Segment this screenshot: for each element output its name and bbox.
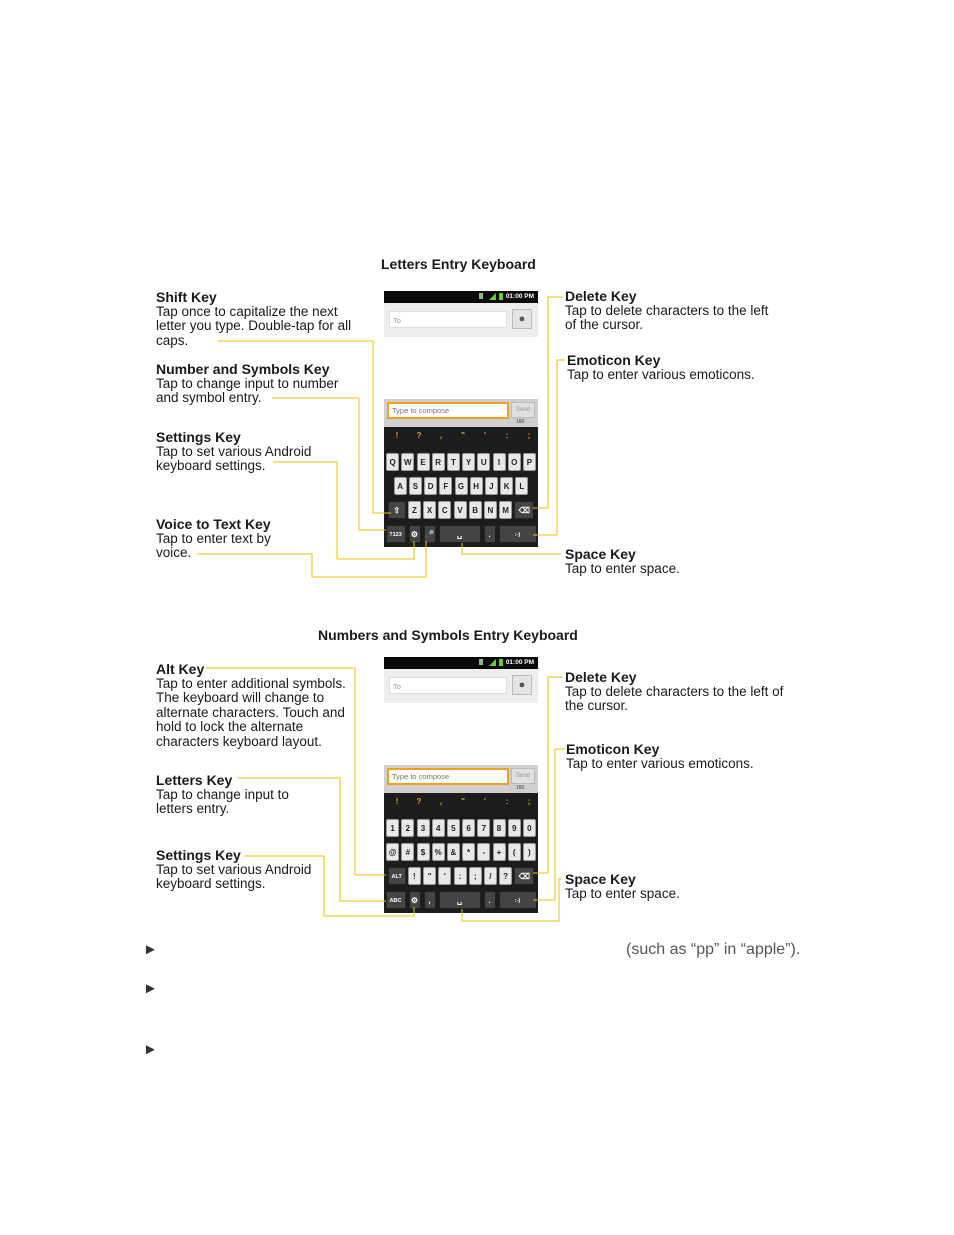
key[interactable]: ! xyxy=(408,867,421,885)
letters-key[interactable]: ABC xyxy=(386,891,406,909)
key[interactable]: U xyxy=(477,453,490,471)
callout-name: Alt Key xyxy=(156,661,205,677)
bullet-1 xyxy=(143,941,158,958)
callout-name: Emoticon Key xyxy=(566,741,660,757)
to-field[interactable]: To xyxy=(389,677,507,694)
leader-shift xyxy=(218,341,391,513)
callout-desc: Tap to change input to number and symbol entry. xyxy=(156,375,339,405)
suggestion-key[interactable]: ? xyxy=(416,431,422,440)
settings-icon[interactable]: ⚙ xyxy=(409,891,421,909)
suggestion-key[interactable]: : xyxy=(505,431,509,440)
space-key[interactable]: ␣ xyxy=(439,891,481,909)
key[interactable]: G xyxy=(455,477,468,495)
suggestion-key[interactable]: ' xyxy=(484,431,486,440)
key[interactable]: ' xyxy=(438,867,451,885)
key[interactable]: A xyxy=(394,477,407,495)
key[interactable]: Y xyxy=(462,453,475,471)
leader-delete xyxy=(533,297,563,508)
key[interactable]: 0 xyxy=(523,819,536,837)
section-title-numbers: Numbers and Symbols Entry Keyboard xyxy=(318,627,578,643)
add-contact-icon[interactable]: ● xyxy=(512,309,532,329)
callout-desc: Tap to enter additional symbols. The keyboard will change to alternate characters. Touch and hold to lock the alternate characters keyboard layout. xyxy=(156,675,346,749)
microphone-icon[interactable]: 🎤 xyxy=(424,525,436,543)
key[interactable]: W xyxy=(401,453,414,471)
key[interactable]: * xyxy=(462,843,475,861)
key[interactable]: K xyxy=(500,477,513,495)
suggestion-key[interactable]: ' xyxy=(484,797,486,806)
key[interactable]: 4 xyxy=(432,819,445,837)
key[interactable]: # xyxy=(401,843,414,861)
key[interactable]: + xyxy=(493,843,506,861)
key[interactable]: Z xyxy=(408,501,421,519)
send-button[interactable]: Send xyxy=(511,768,535,784)
number-symbols-key[interactable]: ?123 xyxy=(386,525,406,543)
key[interactable]: , xyxy=(424,891,436,909)
key[interactable]: I xyxy=(493,453,506,471)
key[interactable]: E xyxy=(417,453,430,471)
key[interactable]: ; xyxy=(469,867,482,885)
key[interactable]: ( xyxy=(508,843,521,861)
key[interactable]: J xyxy=(485,477,498,495)
callout-desc: Tap to delete characters to the left of the cursor. xyxy=(565,683,784,713)
callout-name: Delete Key xyxy=(565,669,637,685)
key[interactable]: 2 xyxy=(401,819,414,837)
key[interactable]: P xyxy=(523,453,536,471)
key[interactable]: O xyxy=(508,453,521,471)
compose-field[interactable]: Type to compose xyxy=(387,768,509,785)
emoticon-key[interactable]: :-) xyxy=(499,891,537,909)
send-button[interactable]: Send xyxy=(511,402,535,418)
delete-icon[interactable]: ⌫ xyxy=(514,501,534,519)
key[interactable]: H xyxy=(470,477,483,495)
suggestion-key[interactable]: ; xyxy=(527,797,531,806)
key[interactable]: X xyxy=(423,501,436,519)
callout-name: Number and Symbols Key xyxy=(156,361,330,377)
key[interactable]: F xyxy=(439,477,452,495)
key[interactable]: " xyxy=(423,867,436,885)
callout-desc: Tap to enter text by voice. xyxy=(156,530,271,560)
key[interactable]: 1 xyxy=(386,819,399,837)
suggestion-key[interactable]: " xyxy=(461,431,465,440)
key[interactable]: 6 xyxy=(462,819,475,837)
key[interactable]: D xyxy=(424,477,437,495)
suggestion-key[interactable]: ? xyxy=(416,797,422,806)
delete-icon[interactable]: ⌫ xyxy=(514,867,534,885)
key[interactable]: ? xyxy=(499,867,512,885)
suggestion-key[interactable]: ! xyxy=(395,797,399,806)
callout-name: Settings Key xyxy=(156,847,241,863)
callout-name: Shift Key xyxy=(156,289,217,305)
char-count: 160 xyxy=(516,785,525,791)
key[interactable]: / xyxy=(484,867,497,885)
compose-field[interactable]: Type to compose xyxy=(387,402,509,419)
key[interactable]: T xyxy=(447,453,460,471)
add-contact-icon[interactable]: ● xyxy=(512,675,532,695)
bullet-3 xyxy=(143,1041,158,1058)
bullet-marker: ► xyxy=(143,941,158,958)
status-time: 01:00 PM xyxy=(505,293,534,300)
suggestion-key[interactable]: , xyxy=(439,797,443,806)
key[interactable]: : xyxy=(454,867,467,885)
key[interactable]: S xyxy=(409,477,422,495)
key[interactable]: % xyxy=(432,843,445,861)
key[interactable]: N xyxy=(484,501,497,519)
callout-desc: Tap to enter space. xyxy=(565,885,680,901)
section-title-letters: Letters Entry Keyboard xyxy=(381,256,536,272)
key[interactable]: Q xyxy=(386,453,399,471)
key[interactable]: $ xyxy=(417,843,430,861)
leader-emoticon xyxy=(533,360,565,535)
status-time: 01:00 PM xyxy=(505,659,534,666)
key[interactable]: C xyxy=(438,501,451,519)
callout-desc: Tap to enter space. xyxy=(565,560,680,576)
callout-name: Emoticon Key xyxy=(567,352,661,368)
bullet-marker: ► xyxy=(143,980,158,997)
leader-space xyxy=(462,543,561,554)
callout-desc: Tap to set various Android keyboard settings. xyxy=(156,861,312,891)
bullet-marker: ► xyxy=(143,1041,158,1058)
callout-desc: Tap to enter various emoticons. xyxy=(566,755,754,771)
key[interactable]: 5 xyxy=(447,819,460,837)
key[interactable]: ) xyxy=(523,843,536,861)
leader-number-symbols xyxy=(272,398,386,530)
callout-name: Letters Key xyxy=(156,772,233,788)
suggestion-key[interactable]: , xyxy=(439,431,443,440)
callout-desc: Tap to change input to letters entry. xyxy=(156,786,289,816)
callout-desc: Tap once to capitalize the next letter you type. Double-tap for all caps. xyxy=(156,303,352,348)
shift-icon[interactable]: ⇧ xyxy=(388,501,406,519)
callout-desc: Tap to set various Android keyboard settings. xyxy=(156,443,312,473)
emoticon-key[interactable]: :-) xyxy=(499,525,537,543)
callout-name: Space Key xyxy=(565,871,636,887)
space-key[interactable]: ␣ xyxy=(439,525,481,543)
key[interactable]: 8 xyxy=(493,819,506,837)
leader-delete-2 xyxy=(533,677,563,873)
key[interactable]: . xyxy=(484,525,496,543)
key[interactable]: 7 xyxy=(477,819,490,837)
bullet-2 xyxy=(143,980,158,997)
key[interactable]: L xyxy=(515,477,528,495)
callout-name: Voice to Text Key xyxy=(156,516,271,532)
callout-desc: Tap to delete characters to the left of the cursor. xyxy=(565,302,769,332)
callout-desc: Tap to enter various emoticons. xyxy=(567,366,755,382)
key[interactable]: V xyxy=(454,501,467,519)
leader-settings xyxy=(273,462,414,559)
leader-letters xyxy=(238,778,386,901)
leader-alt xyxy=(206,668,386,875)
to-field[interactable]: To xyxy=(389,311,507,328)
suggestion-key[interactable]: : xyxy=(505,797,509,806)
char-count: 160 xyxy=(516,419,525,425)
key[interactable]: @ xyxy=(386,843,399,861)
key[interactable]: . xyxy=(484,891,496,909)
callout-name: Settings Key xyxy=(156,429,241,445)
key[interactable]: & xyxy=(447,843,460,861)
key[interactable]: M xyxy=(499,501,512,519)
suggestion-key[interactable]: ! xyxy=(395,431,399,440)
bullet-1-text: (such as “pp” in “apple”). xyxy=(626,941,801,958)
key[interactable]: R xyxy=(432,453,445,471)
leader-settings-2 xyxy=(244,856,414,916)
suggestion-key[interactable]: ; xyxy=(527,431,531,440)
key[interactable]: - xyxy=(477,843,490,861)
key[interactable]: 3 xyxy=(417,819,430,837)
callout-name: Delete Key xyxy=(565,288,637,304)
key[interactable]: 9 xyxy=(508,819,521,837)
key[interactable]: B xyxy=(469,501,482,519)
alt-key[interactable]: ALT xyxy=(388,867,406,885)
settings-icon[interactable]: ⚙ xyxy=(409,525,421,543)
leader-emoticon-2 xyxy=(533,749,565,900)
callout-name: Space Key xyxy=(565,546,636,562)
suggestion-key[interactable]: " xyxy=(461,797,465,806)
